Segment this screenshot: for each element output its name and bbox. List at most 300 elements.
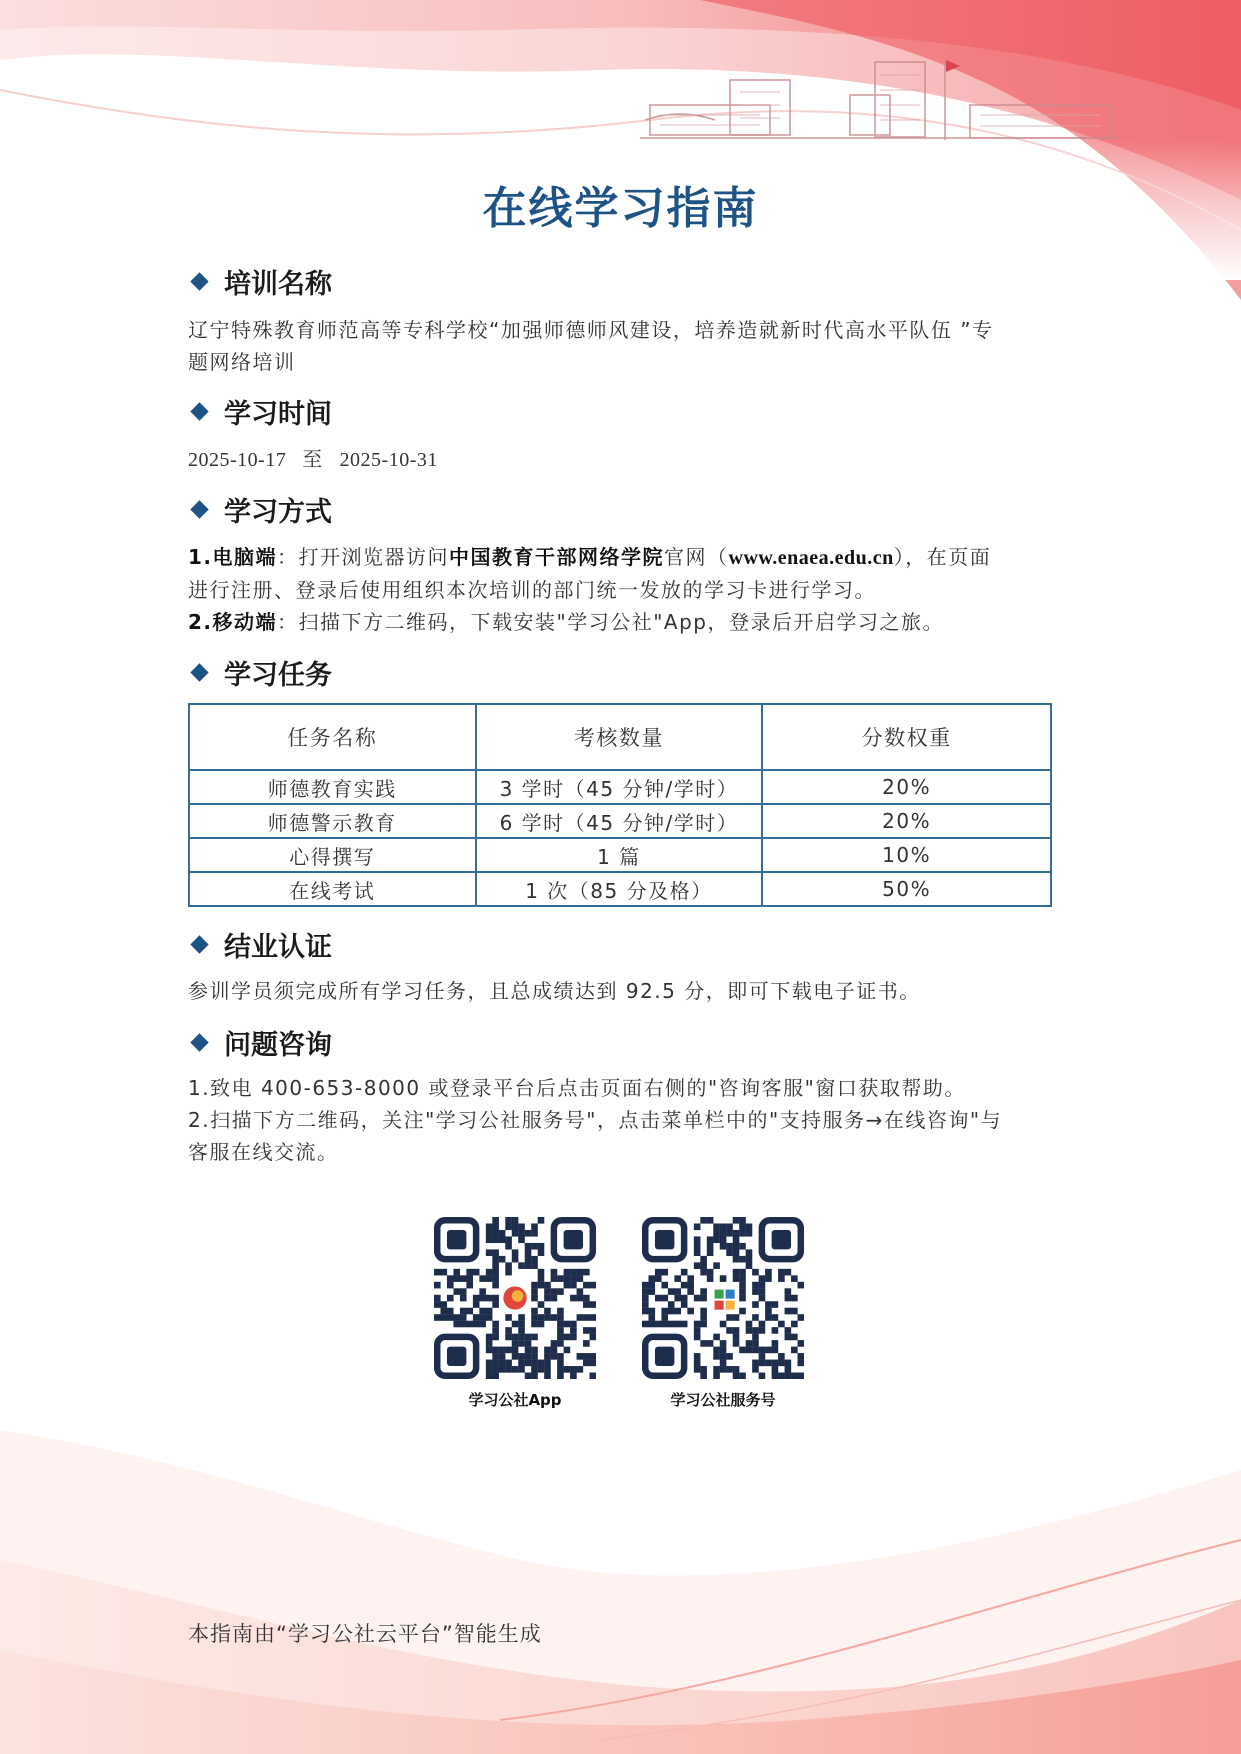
qr-module [694, 1249, 701, 1256]
qr-module [525, 1347, 532, 1354]
qr-module [557, 1275, 564, 1282]
qr-module [544, 1314, 551, 1321]
qr-module [739, 1256, 746, 1263]
qr-module [570, 1366, 577, 1373]
qr-module [765, 1301, 772, 1308]
qr-module [531, 1308, 538, 1315]
qr-module [492, 1353, 499, 1360]
qr-module [499, 1366, 506, 1373]
qr-module [505, 1262, 512, 1269]
qr-module [713, 1353, 720, 1360]
qr-module [453, 1269, 460, 1276]
table-row [189, 872, 1051, 906]
qr-module [499, 1353, 506, 1360]
qr-module [590, 1373, 596, 1379]
qr-module [700, 1308, 707, 1315]
qr-module [694, 1327, 701, 1334]
qr-module [681, 1282, 688, 1289]
qr-module [772, 1301, 779, 1308]
qr-module [557, 1334, 564, 1341]
qr-module [655, 1275, 662, 1282]
section-heading-study-method: 学习方式 [190, 489, 332, 529]
qr-module [694, 1360, 701, 1367]
qr-module [746, 1230, 753, 1237]
qr-module [466, 1275, 473, 1282]
qr-module [577, 1288, 584, 1295]
qr-module [778, 1269, 785, 1276]
qr-module [453, 1288, 460, 1295]
qr-module [759, 1360, 766, 1367]
qr-module [752, 1314, 759, 1321]
qr-module [739, 1243, 746, 1250]
qr-module [434, 1269, 441, 1276]
qr-module [765, 1269, 772, 1276]
qr-module [551, 1353, 558, 1360]
qr-module [746, 1223, 753, 1230]
qr-module [752, 1301, 759, 1308]
qr-module [505, 1314, 512, 1321]
qr-module [700, 1256, 707, 1263]
qr-module [694, 1236, 701, 1243]
qr-module [531, 1366, 538, 1373]
qr-module [590, 1334, 596, 1341]
qr-module [583, 1314, 590, 1321]
qr-label-service-account: 学习公社服务号 [670, 1391, 776, 1409]
qr-module [505, 1269, 512, 1276]
qr-module [525, 1360, 532, 1367]
qr-module [720, 1236, 727, 1243]
qr-module [590, 1327, 596, 1334]
qr-module [583, 1269, 590, 1276]
qr-module [492, 1366, 499, 1373]
qr-module [505, 1236, 512, 1243]
qr-module [778, 1275, 785, 1282]
qr-module [583, 1353, 590, 1360]
qr-module [505, 1223, 512, 1230]
qr-module [726, 1249, 733, 1256]
qr-module [499, 1360, 506, 1367]
qr-module [583, 1295, 590, 1302]
qr-module [518, 1223, 525, 1230]
qr-module [486, 1373, 493, 1379]
qr-code-service-account[interactable] [642, 1217, 804, 1379]
qr-module [733, 1256, 740, 1263]
qr-module [492, 1347, 499, 1354]
qr-module [746, 1262, 753, 1269]
qr-module [772, 1314, 779, 1321]
footer-note: 本指南由“学习公社云平台”智能生成 [188, 1622, 542, 1646]
qr-module [759, 1373, 766, 1379]
table-cell: 50% [762, 872, 1051, 906]
qr-module [648, 1308, 655, 1315]
qr-module [531, 1373, 538, 1379]
qr-module [525, 1373, 532, 1379]
qr-module [785, 1366, 792, 1373]
qr-module [440, 1314, 447, 1321]
qr-module [752, 1347, 759, 1354]
qr-module [583, 1327, 590, 1334]
qr-module [655, 1295, 662, 1302]
qr-module [726, 1314, 733, 1321]
qr-module [492, 1262, 499, 1269]
qr-module [798, 1373, 804, 1379]
qr-module [512, 1340, 519, 1347]
table-cell: 6 学时（45 分钟/学时） [476, 804, 763, 838]
qr-module [674, 1275, 681, 1282]
qr-module [733, 1366, 740, 1373]
qr-module [707, 1269, 714, 1276]
table-cell: 1 次（85 分及格） [476, 872, 763, 906]
qr-module [486, 1295, 493, 1302]
qr-module [577, 1275, 584, 1282]
qr-module [707, 1275, 714, 1282]
qr-module [557, 1353, 564, 1360]
page-title: 在线学习指南 [482, 183, 759, 234]
qr-module [733, 1243, 740, 1250]
qr-module [707, 1243, 714, 1250]
qr-module [538, 1275, 545, 1282]
qr-module [531, 1360, 538, 1367]
qr-module [590, 1314, 596, 1321]
column-header: 任务名称 [189, 704, 476, 770]
qr-module [785, 1269, 792, 1276]
qr-module [531, 1347, 538, 1354]
qr-module [512, 1230, 519, 1237]
qr-module [479, 1288, 486, 1295]
qr-module [564, 1269, 571, 1276]
qr-module [668, 1321, 675, 1328]
qr-module [720, 1275, 727, 1282]
qr-module [538, 1366, 545, 1373]
qr-module [531, 1282, 538, 1289]
start-date: 2025-10-17 [188, 449, 287, 471]
qr-module [512, 1366, 519, 1373]
qr-label-app: 学习公社App [468, 1391, 562, 1409]
qr-module [564, 1347, 571, 1354]
qr-module [460, 1308, 467, 1315]
qr-module [518, 1262, 525, 1269]
qr-module [557, 1340, 564, 1347]
qr-module [518, 1321, 525, 1328]
qr-module [798, 1340, 804, 1347]
qr-module [739, 1308, 746, 1315]
table-cell: 3 学时（45 分钟/学时） [476, 770, 763, 804]
table-cell: 在线考试 [189, 872, 476, 906]
table-cell: 1 篇 [476, 838, 763, 872]
qr-module [733, 1334, 740, 1341]
qr-module [518, 1366, 525, 1373]
qr-module [642, 1282, 649, 1289]
qr-module [720, 1347, 727, 1354]
qr-module [759, 1275, 766, 1282]
qr-module [668, 1301, 675, 1308]
qr-module [785, 1334, 792, 1341]
qr-module [492, 1217, 499, 1224]
qr-module [479, 1275, 486, 1282]
qr-module [778, 1373, 785, 1379]
qr-module [577, 1366, 584, 1373]
qr-module [746, 1321, 753, 1328]
qr-module [583, 1360, 590, 1367]
qr-module [512, 1334, 519, 1341]
end-date: 2025-10-31 [339, 449, 438, 471]
qr-module [570, 1275, 577, 1282]
qr-module [479, 1314, 486, 1321]
qr-module [720, 1243, 727, 1250]
qr-module [642, 1308, 649, 1315]
qr-module [577, 1269, 584, 1276]
qr-module [518, 1360, 525, 1367]
qr-module [453, 1314, 460, 1321]
qr-module [473, 1321, 480, 1328]
qr-module [772, 1360, 779, 1367]
qr-module [759, 1321, 766, 1328]
qr-module [518, 1334, 525, 1341]
qr-module [791, 1334, 798, 1341]
qr-module [505, 1366, 512, 1373]
qr-module [460, 1275, 467, 1282]
qr-module [713, 1230, 720, 1237]
qr-module [544, 1366, 551, 1373]
app-logo-mark [512, 1290, 524, 1302]
qr-module [551, 1314, 558, 1321]
qr-module [466, 1321, 473, 1328]
qr-module [765, 1360, 772, 1367]
qr-module [570, 1321, 577, 1328]
qr-module [486, 1314, 493, 1321]
qr-module [759, 1288, 766, 1295]
qr-module [733, 1327, 740, 1334]
qr-module [752, 1366, 759, 1373]
qr-module [726, 1243, 733, 1250]
qr-module [492, 1282, 499, 1289]
qr-module [447, 1295, 454, 1302]
qr-module [759, 1347, 766, 1354]
qr-module [759, 1295, 766, 1302]
qr-module [739, 1269, 746, 1276]
qr-module [564, 1366, 571, 1373]
consult-text: 1.致电 400-653-8000 或登录平台后点击页面右侧的"咨询客服"窗口获取帮助。 2.扫描下方二维码，关注"学习公社服务号"，点击菜单栏中的"支持服务→在线咨询"与 客服在线交流。 [188, 1076, 1003, 1164]
qr-module [551, 1275, 558, 1282]
qr-module [772, 1347, 779, 1354]
qr-module [551, 1295, 558, 1302]
qr-module [492, 1230, 499, 1237]
qr-module [505, 1360, 512, 1367]
qr-module [661, 1295, 668, 1302]
table-cell: 心得撰写 [189, 838, 476, 872]
qr-module [557, 1314, 564, 1321]
qr-module [473, 1301, 480, 1308]
website-link[interactable]: www.enaea.edu.cn [728, 547, 894, 569]
qr-module [798, 1360, 804, 1367]
study-time-text [188, 443, 1050, 476]
qr-module [661, 1308, 668, 1315]
qr-module [531, 1334, 538, 1341]
qr-module [512, 1321, 519, 1328]
qr-module [570, 1295, 577, 1302]
qr-module [505, 1327, 512, 1334]
qr-module [570, 1327, 577, 1334]
qr-module [570, 1334, 577, 1341]
qr-module [583, 1282, 590, 1289]
qr-module [700, 1321, 707, 1328]
qr-module [466, 1269, 473, 1276]
qr-module [486, 1249, 493, 1256]
qr-module [499, 1230, 506, 1237]
qr-module [694, 1243, 701, 1250]
qr-module [492, 1223, 499, 1230]
qr-module [739, 1230, 746, 1237]
qr-module [791, 1295, 798, 1302]
qr-module [440, 1301, 447, 1308]
qr-module [759, 1327, 766, 1334]
qr-module [720, 1360, 727, 1367]
qr-module [577, 1295, 584, 1302]
table-row [189, 838, 1051, 872]
qr-module [655, 1269, 662, 1276]
qr-module [655, 1321, 662, 1328]
qr-module [453, 1321, 460, 1328]
qr-module [772, 1366, 779, 1373]
qr-module [752, 1282, 759, 1289]
qr-module [746, 1347, 753, 1354]
qr-module [642, 1301, 649, 1308]
qr-module [746, 1249, 753, 1256]
qr-module [486, 1366, 493, 1373]
service-logo-mark [715, 1301, 724, 1310]
study-method-text: 1.电脑端：打开浏览器访问中国教育干部网络学院官网（www.enaea.edu.cn），在页面 进行注册、登录后使用组织本次培训的部门统一发放的学习卡进行学习。 2.移动端：扫描下方二维码，下载安装"学习公社"App，登录后开启学习之旅。 [188, 541, 1050, 638]
qr-module [791, 1308, 798, 1315]
qr-module [577, 1353, 584, 1360]
qr-module [538, 1243, 545, 1250]
qr-module [798, 1314, 804, 1321]
qr-finder-center [772, 1230, 791, 1249]
service-logo-mark [715, 1290, 724, 1299]
qr-module [525, 1353, 532, 1360]
qr-module [720, 1321, 727, 1328]
qr-module [538, 1314, 545, 1321]
qr-module [570, 1373, 577, 1379]
qr-module [531, 1262, 538, 1269]
qr-module [557, 1327, 564, 1334]
qr-module [661, 1269, 668, 1276]
qr-module [525, 1230, 532, 1237]
qr-module [765, 1308, 772, 1315]
mobile-method-line: 2.移动端：扫描下方二维码，下载安装"学习公社"App，登录后开启学习之旅。 [188, 610, 944, 634]
qr-module [713, 1373, 720, 1379]
qr-module [765, 1314, 772, 1321]
qr-module [492, 1295, 499, 1302]
qr-module [538, 1269, 545, 1276]
qr-module [700, 1269, 707, 1276]
qr-module [486, 1334, 493, 1341]
qr-module [694, 1334, 701, 1341]
qr-module [551, 1347, 558, 1354]
qr-module [460, 1314, 467, 1321]
certification-text: 参训学员须完成所有学习任务，且总成绩达到 92.5 分，即可下载电子证书。 [188, 979, 921, 1003]
qr-module [538, 1360, 545, 1367]
qr-module [765, 1347, 772, 1354]
qr-module [518, 1314, 525, 1321]
qr-module [642, 1295, 649, 1302]
qr-module [785, 1373, 792, 1379]
qr-module [661, 1282, 668, 1289]
qr-module [544, 1373, 551, 1379]
qr-module [713, 1334, 720, 1341]
qr-module [590, 1353, 596, 1360]
qr-finder-center [655, 1230, 674, 1249]
qr-module [583, 1340, 590, 1347]
qr-module [752, 1269, 759, 1276]
qr-module [648, 1314, 655, 1321]
qr-module [720, 1223, 727, 1230]
task-table [188, 703, 1052, 907]
qr-module [746, 1340, 753, 1347]
qr-module [466, 1282, 473, 1289]
column-header: 分数权重 [762, 704, 1051, 770]
qr-module [434, 1301, 441, 1308]
qr-module [531, 1353, 538, 1360]
qr-module [505, 1217, 512, 1224]
qr-module [486, 1347, 493, 1354]
qr-module [557, 1366, 564, 1373]
qr-module [499, 1236, 506, 1243]
qr-module [447, 1275, 454, 1282]
qr-module [570, 1269, 577, 1276]
qr-module [791, 1275, 798, 1282]
qr-module [739, 1295, 746, 1302]
diamond-bullet-icon [190, 272, 208, 290]
table-row [189, 804, 1051, 838]
qr-module [479, 1321, 486, 1328]
qr-module [460, 1288, 467, 1295]
qr-module [785, 1295, 792, 1302]
qr-module [538, 1301, 545, 1308]
qr-module [733, 1275, 740, 1282]
qr-module [557, 1288, 564, 1295]
qr-module [707, 1249, 714, 1256]
qr-module [707, 1217, 714, 1224]
qr-module [713, 1366, 720, 1373]
qr-module [434, 1295, 441, 1302]
qr-module [720, 1230, 727, 1237]
qr-module [512, 1347, 519, 1354]
qr-module [674, 1295, 681, 1302]
qr-module [648, 1288, 655, 1295]
qr-module [778, 1353, 785, 1360]
section-heading-certification: 结业认证 [190, 924, 332, 964]
qr-module [700, 1217, 707, 1224]
section-heading-tasks: 学习任务 [190, 652, 332, 692]
qr-module [531, 1295, 538, 1302]
qr-module [486, 1360, 493, 1367]
table-cell: 师德警示教育 [189, 804, 476, 838]
qr-module [687, 1275, 694, 1282]
qr-module [707, 1236, 714, 1243]
qr-module [752, 1360, 759, 1367]
qr-module [765, 1275, 772, 1282]
table-row [189, 770, 1051, 804]
qr-module [499, 1256, 506, 1263]
qr-module [466, 1308, 473, 1315]
qr-module [798, 1282, 804, 1289]
qr-module [518, 1353, 525, 1360]
qr-code-app[interactable] [434, 1217, 596, 1379]
qr-module [564, 1334, 571, 1341]
qr-module [674, 1308, 681, 1315]
qr-module [694, 1223, 701, 1230]
qr-module [648, 1282, 655, 1289]
